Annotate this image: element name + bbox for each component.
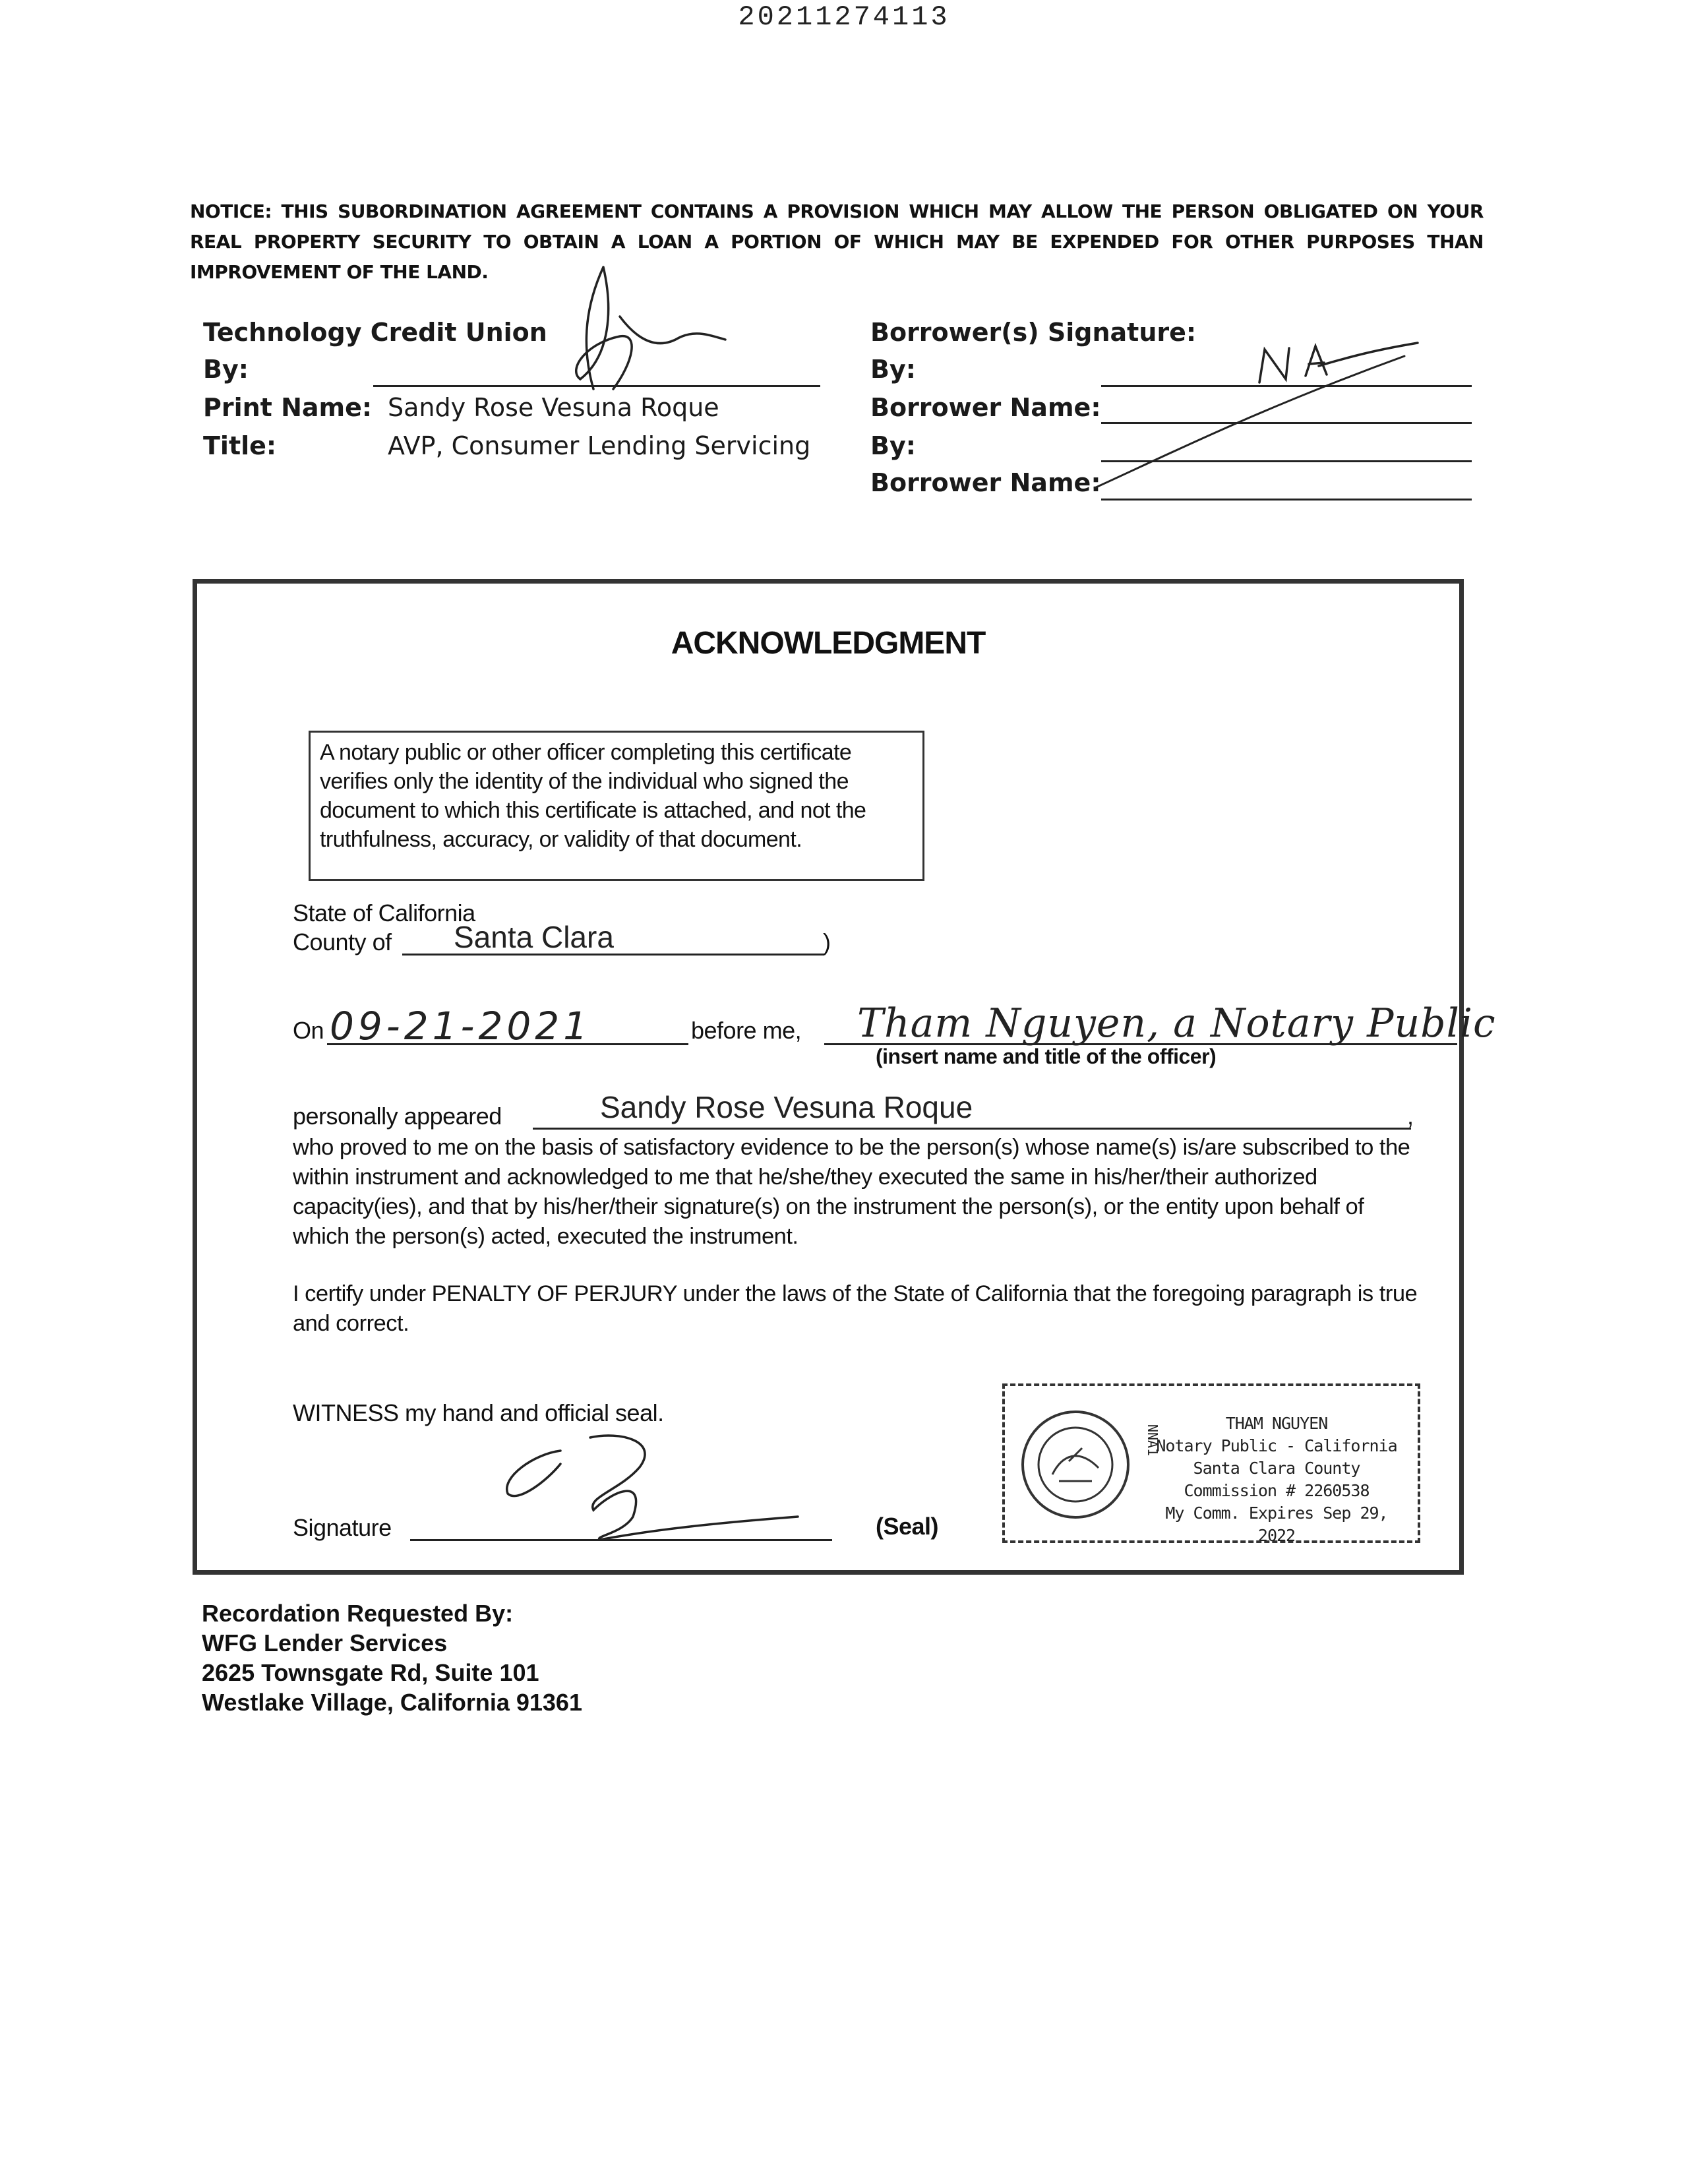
stamp-line2: Notary Public - California	[1156, 1436, 1397, 1455]
borrower-name-line-2	[1101, 499, 1472, 501]
recordation-line1: Recordation Requested By:	[202, 1600, 514, 1627]
document-number: 20211274113	[738, 1, 950, 33]
appeared-comma: ,	[1407, 1103, 1414, 1130]
stamp-text	[1151, 1412, 1402, 1547]
title-label: Title:	[203, 431, 277, 460]
handwritten-date	[330, 1004, 673, 1048]
borrower-name-label-1: Borrower Name:	[870, 393, 1101, 422]
certify-paragraph: I certify under PENALTY OF PERJURY under the laws of the State of California that the foregoing paragraph is true and correct.	[293, 1281, 1418, 1336]
county-label: County of	[293, 928, 392, 956]
borrower-name-label-2: Borrower Name:	[870, 468, 1101, 497]
handwritten-officer-text: Tham Nguyen, a Notary Public	[857, 1000, 1496, 1046]
acknowledgment-title: ACKNOWLEDGMENT	[671, 626, 986, 661]
certificate-notice-box: A notary public or other officer completing this certificate verifies only the identity of the individual who signed the document to which this certificate is attached, and not the truthfulness, accuracy, or validity of that document.	[309, 731, 924, 881]
notary-signature	[481, 1418, 824, 1550]
before-me-label: before me,	[691, 1017, 802, 1044]
personally-appeared-label: personally appeared	[293, 1103, 502, 1130]
proof-paragraph: who proved to me on the basis of satisfactory evidence to be the person(s) whose name(s) is/are subscribed to the within instrument and acknowledged to me that he/she/they executed the same in his/her/their authorized capacity(ies), and that by his/her/their signature(s) on the instrument the person(s), or the entity upon behalf of which the person(s) acted, executed the instrument.	[293, 1135, 1410, 1249]
stamp-line5: My Comm. Expires Sep 29, 2022	[1165, 1503, 1388, 1545]
recordation-line4: Westlake Village, California 91361	[202, 1689, 582, 1716]
signature-label: Signature	[293, 1514, 392, 1541]
stamp-line3: Santa Clara County	[1193, 1459, 1360, 1478]
appeared-name: Sandy Rose Vesuna Roque	[600, 1090, 973, 1124]
lender-by-label: By:	[203, 355, 249, 384]
lender-name: Technology Credit Union	[203, 318, 547, 347]
print-name-label: Print Name:	[203, 393, 373, 422]
borrower-by-label-2: By:	[870, 431, 916, 460]
print-name-value: Sandy Rose Vesuna Roque	[388, 393, 719, 422]
recordation-line3: 2625 Townsgate Rd, Suite 101	[202, 1659, 539, 1686]
county-value: Santa Clara	[454, 920, 614, 954]
california-seal-icon	[1019, 1409, 1131, 1521]
lender-signature	[541, 264, 738, 402]
stamp-side-text: NNA1	[1145, 1424, 1161, 1457]
county-paren: )	[823, 928, 831, 956]
title-value: AVP, Consumer Lending Servicing	[388, 431, 811, 460]
borrower-na-mark	[1088, 330, 1431, 495]
notary-stamp	[1002, 1383, 1420, 1543]
stamp-name: THAM NGUYEN	[1225, 1414, 1328, 1433]
insert-name-note: (insert name and title of the officer)	[876, 1045, 1217, 1068]
borrower-by-label-1: By:	[870, 355, 916, 384]
appeared-name-line	[533, 1128, 1411, 1130]
witness-label: WITNESS my hand and official seal.	[293, 1399, 664, 1426]
on-label: On	[293, 1017, 324, 1044]
recordation-block	[202, 1598, 582, 1717]
seal-label: (Seal)	[876, 1513, 939, 1540]
subordination-notice: NOTICE: THIS SUBORDINATION AGREEMENT CONTAINS A PROVISION WHICH MAY ALLOW THE PERSON OBLIGATED ON YOUR REAL PROPERTY SECURITY TO OBTAIN A LOAN A PORTION OF WHICH MAY BE EXPENDED FOR OTHER PURPOSES THAN IMPROVEMENT OF THE LAND.	[190, 200, 1484, 283]
state-label: State of California	[293, 899, 475, 926]
notary-signature-line	[410, 1539, 832, 1541]
stamp-line4: Commission # 2260538	[1184, 1481, 1370, 1500]
borrower-signature-label: Borrower(s) Signature:	[870, 318, 1197, 347]
handwritten-date-text: 09-21-2021	[330, 1004, 592, 1048]
recordation-line2: WFG Lender Services	[202, 1629, 448, 1656]
